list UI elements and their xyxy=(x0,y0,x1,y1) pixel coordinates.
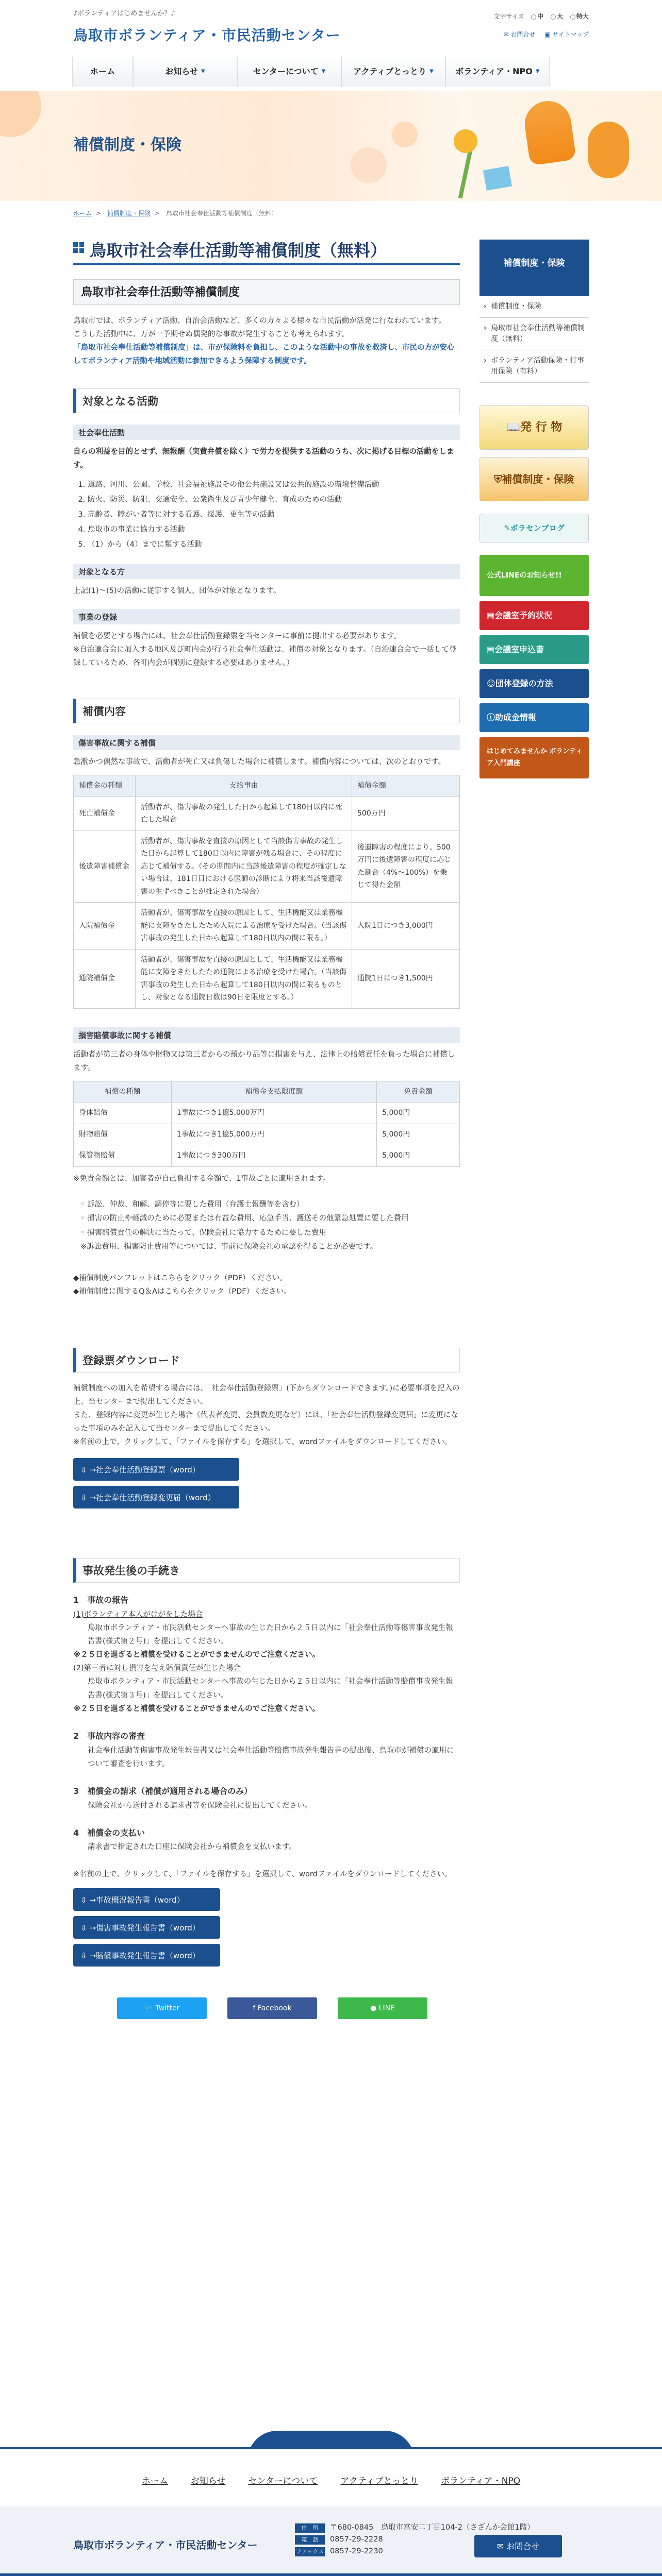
table-header: 補償金支払限度額 xyxy=(172,1081,377,1103)
table-cell: 後遺障害補償金 xyxy=(74,831,136,903)
font-size-label: 文字サイズ xyxy=(493,13,524,20)
chevron-down-icon: ▼ xyxy=(429,69,434,75)
table-header: 支給事由 xyxy=(136,775,352,797)
tel-label: 電 話 xyxy=(295,2535,325,2545)
step-title: 4 補償金の支払い xyxy=(73,1827,145,1838)
list-item: 3. 高齢者、障がい者等に対する看護、援護、更生等の活動 xyxy=(88,507,460,522)
download-liability-report-button[interactable] xyxy=(73,1944,220,1967)
table-cell: 1事故につき300万円 xyxy=(172,1145,377,1167)
mail-icon: ✉ xyxy=(496,2541,507,2551)
balloon-icon xyxy=(522,98,576,165)
table-header: 補償金額 xyxy=(352,775,460,797)
table-row xyxy=(74,1103,460,1124)
download-text: 補償制度への加入を希望する場合には、「社会奉仕活動登録票」(下からダウンロードできます。)に必要事項を記入の上、当センターまで提出してください。 xyxy=(73,1384,460,1406)
table-header-row xyxy=(74,1081,460,1103)
heading-liability: 損害賠償事故に関する補償 xyxy=(73,1027,460,1043)
intro-text: こうした活動中に、万が一予期せぬ偶発的な事故が発生することも考えられます。 xyxy=(73,330,350,339)
footer-nav-home[interactable]: ホーム xyxy=(141,2476,168,2486)
breadcrumb-home[interactable]: ホーム xyxy=(73,210,92,217)
expense-note: ※訴訟費用、損害防止費用等については、事前に保険会社の承認を得ることが必要です。 xyxy=(80,1243,378,1251)
register-text: 補償を必要とする場合には、社会奉仕活動登録票を当センターに事前に提出する必要があります。 xyxy=(73,632,402,640)
step-warning: ※２５日を過ぎると補償を受けることができませんのでご注意ください。 xyxy=(73,1651,320,1659)
activity-list xyxy=(88,478,460,552)
chevron-down-icon: ▼ xyxy=(321,69,326,75)
table-row xyxy=(74,1145,460,1167)
accident-note: ※名前の上で、クリックして、「ファイルを保存する」を選択して、wordファイルをダウンロードしてください。 xyxy=(73,1870,452,1878)
injury-lead: 急激かつ偶然な事故で、活動者が死亡又は負傷した場合に補償します。補償内容については、次のとおりです。 xyxy=(73,757,446,766)
footer-contact-button[interactable]: ✉ お問合せ xyxy=(474,2535,562,2557)
room-reservation-status-button[interactable]: ▦ 会議室予約状況 xyxy=(479,601,589,630)
table-cell: 1事故につき1億5,000万円 xyxy=(172,1103,377,1124)
header-contact-link[interactable]: ✉ お問合せ xyxy=(503,31,536,38)
table-row xyxy=(74,796,460,831)
page-title xyxy=(73,232,460,265)
decor-circle xyxy=(351,147,387,183)
liability-lead: 活動者が第三者の身体や財物又は第三者からの預かり品等に損害を与え、法律上の賠償責任を負った場合に補償します。 xyxy=(73,1050,455,1072)
button-label: →傷害事故発生報告書（word） xyxy=(89,1923,200,1933)
hero-banner xyxy=(0,91,662,201)
table-cell: 5,000円 xyxy=(377,1103,460,1124)
table-row xyxy=(74,1124,460,1145)
footer-nav-volunteer[interactable]: ボランティア・NPO xyxy=(441,2476,521,2486)
table-cell: 入院補償金 xyxy=(74,903,136,950)
table-cell: 保管物賠償 xyxy=(74,1145,172,1167)
intro-text: 鳥取市では、ボランティア活動、自治会活動など、多くの方々よる様々な市民活動が活発に行なわれています。 xyxy=(73,317,446,325)
table-cell: 入院1日につき3,000円 xyxy=(352,903,460,950)
calendar-icon: ▦ xyxy=(487,611,495,620)
font-size-switcher xyxy=(470,11,589,22)
step-text: 鳥取市ボランティア・市民活動センターへ事故の生じた日から２５日以内に「社会奉仕活動等賠償事故発生報告書(様式第３号)」を提出してください。 xyxy=(88,1677,453,1700)
header-sitemap-link[interactable]: ▣ サイトマップ xyxy=(544,31,589,38)
download-note: ※名前の上で、クリックして、「ファイルを保存する」を選択して、wordファイルをダウンロードしてください。 xyxy=(73,1438,452,1447)
download-icon: ⇩ xyxy=(80,1493,90,1503)
table-cell: 1事故につき1億5,000万円 xyxy=(172,1124,377,1145)
heading-download: 登録票ダウンロード xyxy=(73,1348,460,1372)
table-header: 補償の種類 xyxy=(74,1081,172,1103)
step-text: 鳥取市ボランティア・市民活動センターへ事故の生じた日から２５日以内に「社会奉仕活動等傷害事故発生報告書(様式第２号)」を提出してください。 xyxy=(88,1624,453,1646)
share-buttons xyxy=(117,1997,460,2019)
book-icon: 📖 xyxy=(506,420,521,434)
register-note: ※自治連合会に加入する地区及び町内会が行う社会奉仕活動は、補償の対象となります。（自治連合会で一括して登録しているため、各町内会が個別に登録する必要はありません。） xyxy=(73,645,457,667)
fax-text: 0857-29-2230 xyxy=(330,2547,383,2556)
nav-active-tottori[interactable]: アクティブとっとり ▼ xyxy=(341,57,445,87)
download-icon: ⇩ xyxy=(80,1951,90,1960)
list-item: ◦ 損害賠償責任の解決に当たって、保険会社に協力するために要した費用 xyxy=(80,1226,460,1241)
volunteer-course-button[interactable]: はじめてみませんか ボランティア入門講座 xyxy=(479,737,589,778)
step-title: 2 事故内容の審査 xyxy=(73,1731,145,1741)
header-links xyxy=(470,29,589,40)
nav-news[interactable]: お知らせ ▼ xyxy=(133,57,237,87)
section-title: 鳥取市社会奉仕活動等補償制度 xyxy=(73,279,460,305)
download-icon: ⇩ xyxy=(80,1465,90,1475)
global-nav xyxy=(0,52,662,91)
footer-nav xyxy=(0,2447,662,2506)
share-facebook-button[interactable]: f Facebook xyxy=(227,1997,317,2019)
document-icon: ▤ xyxy=(487,645,495,654)
breadcrumb-separator: > xyxy=(154,210,160,217)
table-header-row xyxy=(74,775,460,797)
group-registration-button[interactable]: ☺ 団体登録の方法 xyxy=(479,669,589,698)
copyright xyxy=(0,2573,662,2576)
button-label: →社会奉仕活動登録変更届（word） xyxy=(89,1493,216,1503)
qa-link[interactable]: ◆補償制度に関するQ＆Aはこちらをクリック（PDF）ください。 xyxy=(73,1287,291,1296)
people-icon: ☺ xyxy=(487,679,495,688)
table-cell: 身体賠償 xyxy=(74,1103,172,1124)
chevron-down-icon: ▼ xyxy=(535,69,540,75)
intro-highlight: 「鳥取市社会奉仕活動等補償制度」は、市が保険料を負担し、このような活動中の事故を救済し、市民の方が安心してボランティア活動や地域活動に参加できるよう保障する制度です。 xyxy=(73,344,455,366)
share-line-button[interactable]: ● LINE xyxy=(338,1997,427,2019)
table-cell: 5,000円 xyxy=(377,1124,460,1145)
tagline-text: ボランティアはじめませんか？ xyxy=(77,10,171,18)
room-application-button[interactable]: ▤ 会議室申込書 xyxy=(479,635,589,664)
decor-circle xyxy=(0,91,41,137)
download-change-button[interactable] xyxy=(73,1486,239,1509)
font-size-xlarge[interactable]: 特大 xyxy=(570,13,589,20)
tel-text: 0857-29-2228 xyxy=(330,2535,383,2544)
step-title: 3 補償金の請求（補償が適用される場合のみ） xyxy=(73,1786,253,1796)
grid-square-icon xyxy=(73,242,85,253)
list-item: ◦ 訴訟、仲裁、和解、調停等に要した費用（弁護士報酬等を含む） xyxy=(80,1198,460,1212)
download-injury-report-button[interactable] xyxy=(73,1916,220,1939)
sidebar-menu xyxy=(479,296,589,383)
expense-list xyxy=(80,1198,460,1241)
download-icon: ⇩ xyxy=(80,1923,90,1933)
breadcrumb-separator: > xyxy=(96,210,102,217)
hero-title: 補償制度・保険 xyxy=(73,136,181,154)
nav-volunteer-npo[interactable]: ボランティア・NPO ▼ xyxy=(445,57,550,87)
breadcrumb xyxy=(0,201,662,232)
compensation-banner[interactable]: ⛨ 補償制度・保険 xyxy=(479,457,589,501)
font-size-medium[interactable]: 中 xyxy=(531,13,543,20)
table-row xyxy=(74,949,460,1008)
step-subtitle: (2)第三者に対し損害を与え賠償責任が生じた場合 xyxy=(73,1664,241,1673)
list-item: 1. 道路、河川、公園、学校、社会福祉施設その他公共施設又は公共的施設の環境整備活動 xyxy=(88,478,460,493)
main-content xyxy=(73,232,460,2019)
people-text: 上記(1)〜(5)の活動に従事する個人、団体が対象となります。 xyxy=(73,586,281,595)
liability-table xyxy=(73,1081,460,1167)
flower-icon xyxy=(454,129,477,153)
blog-banner[interactable]: ✎ ボラセンブログ xyxy=(479,514,589,543)
list-item: ◦ 損害の防止や軽減のために必要または有益な費用、応急手当、護送その他緊急処置に要した費用 xyxy=(80,1212,460,1226)
table-cell: 活動者が、傷害事故を直接の原因として、生活機能又は業務機能に支障をきたしたため通院による治療を受けた場合。（当該傷害事故の発生した日から起算して180日以内の間に限るものとし、対象となる通院日数は90日を限度とする。） xyxy=(136,949,352,1008)
grant-info-button[interactable]: ⓘ 助成金情報 xyxy=(479,703,589,732)
list-item: 4. 鳥取市の事業に協力する活動 xyxy=(88,522,460,537)
breadcrumb-hosho[interactable]: 補償制度・保険 xyxy=(107,210,151,217)
house-icon xyxy=(483,166,512,191)
blog-icon: ✎ xyxy=(504,523,510,533)
sidebar-item-paid-insurance[interactable]: › ボランティア活動保険・行事用保険（有料） xyxy=(479,350,589,383)
heading-injury: 傷害事故に関する補償 xyxy=(73,735,460,750)
nav-home[interactable]: ホーム xyxy=(72,57,133,87)
table-cell: 後遺障害の程度により、500万円に後遺障害の程度に応じた割合（4%〜100%）を乗じて得た金額 xyxy=(352,831,460,903)
button-label: →賠償事故発生報告書（word） xyxy=(89,1951,200,1960)
heading-eligible-people: 対象となる方 xyxy=(73,564,460,579)
heading-coverage: 補償内容 xyxy=(73,699,460,723)
list-item: 5. （1）から（4）までに類する活動 xyxy=(88,537,460,552)
address-text: 〒680-0845 鳥取市富安二丁目104-2（さざんか会館1階） xyxy=(330,2523,535,2532)
heading-social-activity: 社会奉仕活動 xyxy=(73,425,460,440)
heading-accident: 事故発生後の手続き xyxy=(73,1558,460,1583)
sidebar xyxy=(479,240,589,778)
table-cell: 活動者が、傷害事故を直接の原因として当該傷害事故の発生した日から起算して180日以内に障害が残る場合に、その程度に応じて補償する。（その期間内に当該後遺障害の程度が確定しない場合は、181日目における医師の診断により将来当該後遺障害の生ずべきことが推定された場合） xyxy=(136,831,352,903)
table-cell: 通院1日につき1,500円 xyxy=(352,949,460,1008)
nav-about[interactable]: センターについて ▼ xyxy=(237,57,341,87)
shield-icon: ⛨ xyxy=(494,472,502,485)
tagline: ♪ボランティアはじめませんか？♪ xyxy=(73,10,175,18)
deductible-note: ※免責金額とは、加害者が自己負担する金額で、1事故ごとに適用されます。 xyxy=(73,1174,330,1183)
step-subtitle: (1)ボランティア本人がけがをした場合 xyxy=(73,1611,203,1619)
info-icon: ⓘ xyxy=(487,713,495,722)
line-official-button[interactable]: 公式LINEのお知らせ!! xyxy=(479,555,589,596)
step-warning: ※２５日を過ぎると補償を受けることができませんのでご注意ください。 xyxy=(73,1704,320,1713)
button-label: →事故概況報告書（word） xyxy=(89,1895,185,1905)
table-header: 免責金額 xyxy=(377,1081,460,1103)
chevron-down-icon: ▼ xyxy=(201,69,205,75)
list-item: 2. 防火、防災、防犯、交通安全、公衆衛生及び青少年健全、育成のための活動 xyxy=(88,493,460,507)
site-header xyxy=(0,0,662,52)
sidebar-title: 補償制度・保険 xyxy=(479,240,589,296)
table-cell: 5,000円 xyxy=(377,1145,460,1167)
sidebar-item-free-compensation[interactable]: › 鳥取市社会奉仕活動等補償制度（無料） xyxy=(479,318,589,350)
header-utilities xyxy=(470,11,589,40)
heading-target-activities: 対象となる活動 xyxy=(73,388,460,413)
step-text: 保険会社から送付される請求書等を保険会社に提出してください。 xyxy=(88,1801,312,1810)
table-cell: 死亡補償金 xyxy=(74,796,136,831)
step-text: 請求書で指定された口座に保険会社から補償金を支払います。 xyxy=(88,1843,296,1852)
social-lead: 自らの利益を目的とせず、無報酬（実費弁償を除く）で労力を提供する活動のうち、次に掲げる目標の活動をします。 xyxy=(73,448,454,470)
step-text: 社会奉仕活動等傷害事故発生報告書又は社会奉仕活動等賠償事故発生報告書の提出後、鳥取市が補償の適用について審査を行います。 xyxy=(88,1746,454,1768)
button-label: →社会奉仕活動登録票（word） xyxy=(89,1465,200,1475)
footer-nav-news[interactable]: お知らせ xyxy=(190,2476,226,2486)
footer-info xyxy=(0,2506,662,2573)
address-label: 住 所 xyxy=(295,2523,325,2533)
injury-table xyxy=(73,775,460,1009)
publications-banner[interactable]: 📖 発 行 物 xyxy=(479,405,589,450)
table-cell: 財物賠償 xyxy=(74,1124,172,1145)
table-cell: 通院補償金 xyxy=(74,949,136,1008)
fax-label: ファックス xyxy=(295,2547,325,2556)
table-cell: 活動者が、傷害事故の発生した日から起算して180日以内に死亡した場合 xyxy=(136,796,352,831)
share-twitter-button[interactable]: 🐦 Twitter xyxy=(117,1997,207,2019)
breadcrumb-current: 鳥取市社会奉仕活動等補償制度（無料） xyxy=(166,210,277,217)
download-accident-overview-button[interactable] xyxy=(73,1888,220,1911)
pamphlet-link[interactable]: ◆補償制度パンフレットはこちらをクリック（PDF）ください。 xyxy=(73,1274,288,1282)
footer-nav-about[interactable]: センターについて xyxy=(248,2476,318,2486)
step-title: 1 事故の報告 xyxy=(73,1595,129,1605)
footer-nav-active[interactable]: アクティブとっとり xyxy=(340,2476,419,2486)
sidebar-item-hosho[interactable]: › 補償制度・保険 xyxy=(479,296,589,318)
font-size-large[interactable]: 大 xyxy=(551,13,563,20)
heart-balloon-icon xyxy=(588,122,629,178)
footer-site-name: 鳥取市ボランティア・市民活動センター xyxy=(73,2539,258,2551)
decor-circle xyxy=(392,122,418,147)
table-cell: 活動者が、傷害事故を直接の原因として、生活機能又は業務機能に支障をきたしたため入院による治療を受けた場合。（当該傷害事故の発生した日から起算して180日以内の間に限る。） xyxy=(136,903,352,950)
download-registration-button[interactable] xyxy=(73,1458,239,1481)
download-text: また、登録内容に変更が生じた場合（代表者変更、会員数変更など）には、「社会奉仕活動登録変更届」に変更になった事項のみを記入して当センターまで提出してください。 xyxy=(73,1411,458,1433)
site-logo[interactable]: 鳥取市ボランティア・市民活動センター xyxy=(73,27,341,44)
table-header: 補償金の種類 xyxy=(74,775,136,797)
table-row xyxy=(74,903,460,950)
page-title-text: 鳥取市社会奉仕活動等補償制度（無料） xyxy=(90,241,387,260)
download-icon: ⇩ xyxy=(80,1895,90,1905)
heading-registration: 事業の登録 xyxy=(73,609,460,624)
table-row xyxy=(74,831,460,903)
table-cell: 500万円 xyxy=(352,796,460,831)
